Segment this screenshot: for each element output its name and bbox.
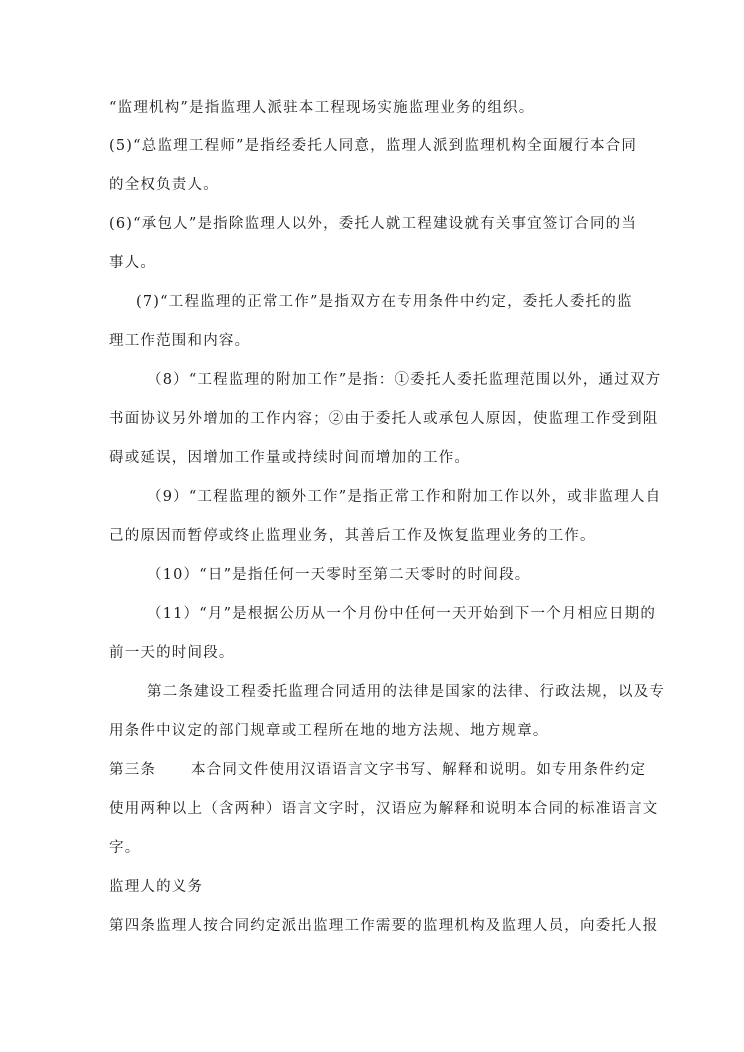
text-line: (5)“总监理工程师”是指经委托人同意，监理人派到监理机构全面履行本合同: [109, 138, 638, 154]
text-line: （9）“工程监理的额外工作”是指正常工作和附加工作以外，或非监理人自: [147, 489, 662, 505]
text-line: （8）“工程监理的附加工作”是指：①委托人委托监理范围以外，通过双方: [147, 372, 662, 388]
text-line: 第三条 本合同文件使用汉语语言文字书写、解释和说明。如专用条件约定: [109, 762, 647, 778]
text-line: “监理机构”是指监理人派驻本工程现场实施监理业务的组织。: [109, 100, 535, 116]
section-heading: 监理人的义务: [109, 879, 204, 895]
text-line: 己的原因而暂停或终止监理业务，其善后工作及恢复监理业务的工作。: [109, 528, 596, 544]
text-line: 用条件中议定的部门规章或工程所在地的地方法规、地方规章。: [109, 723, 549, 739]
text-line: (7)“工程监理的正常工作”是指双方在专用条件中约定，委托人委托的监: [136, 294, 633, 310]
text-line: 事人。: [109, 255, 157, 271]
text-line: 书面协议另外增加的工作内容；②由于委托人或承包人原因，使监理工作受到阻: [109, 411, 659, 427]
text-line: 理工作范围和内容。: [109, 333, 251, 349]
text-line: 碍或延误，因增加工作量或持续时间而增加的工作。: [109, 450, 471, 466]
text-line: 字。: [109, 840, 141, 856]
text-line: 第二条建设工程委托监理合同适用的法律是国家的法律、行政法规，以及专: [147, 684, 666, 700]
text-line: 第四条监理人按合同约定派出监理工作需要的监理机构及监理人员，向委托人报: [109, 918, 659, 934]
text-line: 使用两种以上（含两种）语言文字时，汉语应为解释和说明本合同的标准语言文: [109, 801, 659, 817]
text-line: (6)“承包人”是指除监理人以外，委托人就工程建设就有关事宜签订合同的当: [109, 216, 638, 232]
text-line: （11）“月”是根据公历从一个月份中任何一天开始到下一个月相应日期的: [147, 606, 657, 622]
text-line: 的全权负责人。: [109, 177, 219, 193]
text-line: （10）“日”是指任何一天零时至第二天零时的时间段。: [147, 567, 531, 583]
text-line: 前一天的时间段。: [109, 645, 235, 661]
